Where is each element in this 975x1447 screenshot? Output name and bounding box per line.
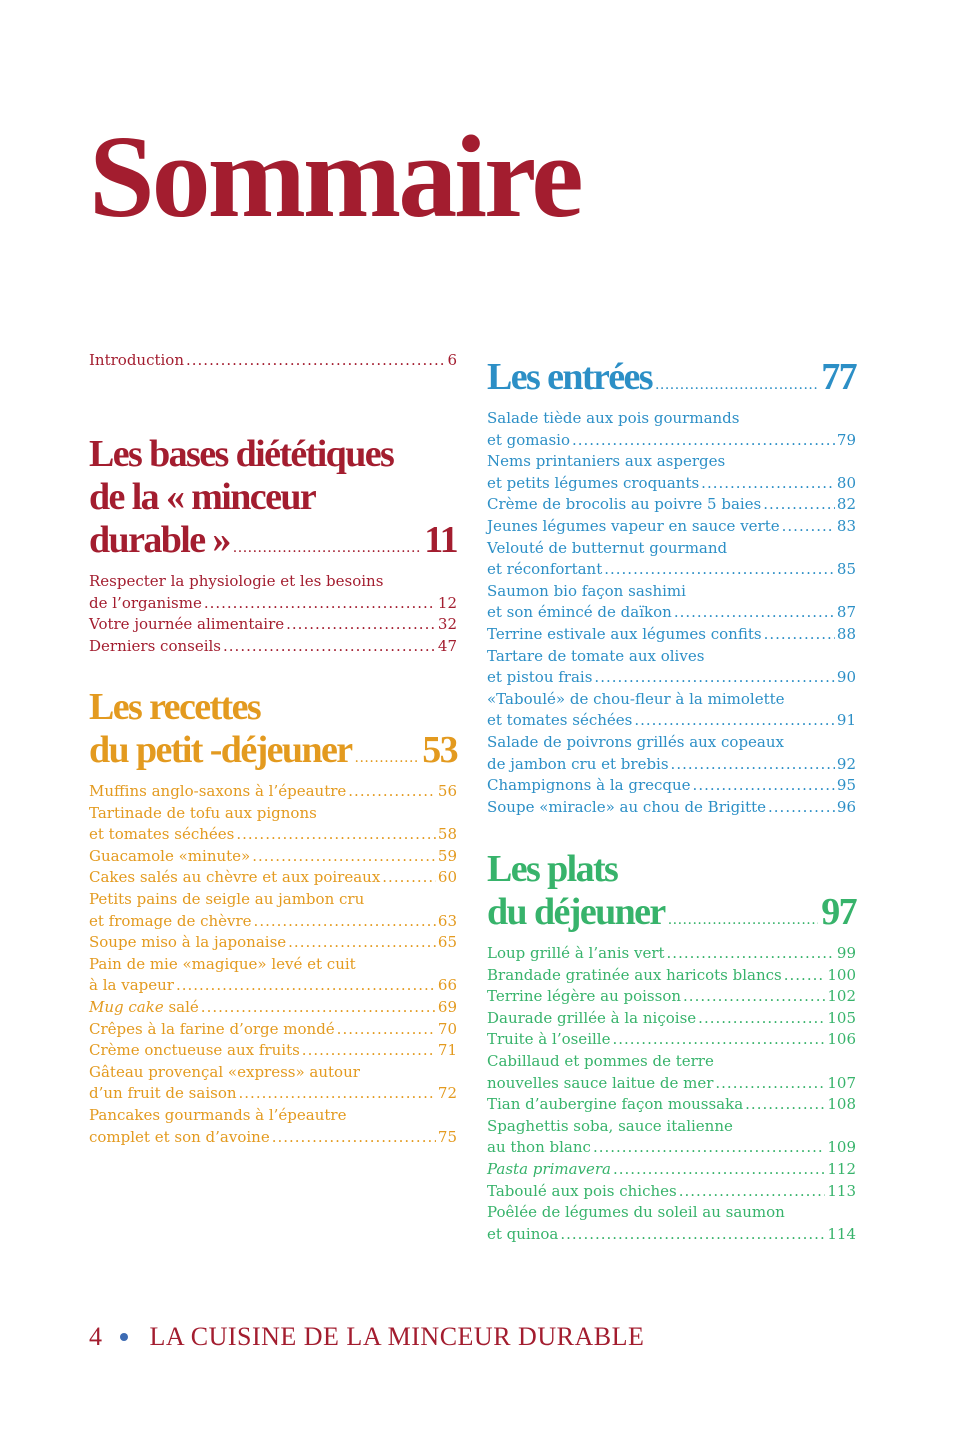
dot-leader: [176, 975, 436, 997]
page-number: 109: [827, 1138, 856, 1157]
entry-title: et gomasio: [487, 430, 570, 449]
toc-entry: [487, 1051, 856, 1094]
page-number: 63: [437, 911, 457, 930]
toc-entry-line: [89, 1083, 457, 1105]
page-footer: [89, 1322, 644, 1352]
toc-entry: [89, 803, 457, 846]
dot-leader: [382, 867, 436, 889]
page-number: 99: [836, 944, 856, 962]
page-number: 96: [836, 797, 856, 816]
toc-entry: [487, 689, 856, 732]
entry-title: et tomates séchées: [89, 825, 235, 844]
page-number: 71: [437, 1041, 457, 1060]
toc-entry-line: [487, 797, 856, 819]
footer-book-title: LA CUISINE DE LA MINCEUR DURABLE: [149, 1322, 645, 1351]
section-entrees: [487, 356, 856, 818]
entry-title: Votre journée alimentaire: [89, 615, 285, 634]
footer-page-number: 4: [89, 1322, 103, 1351]
toc-entry-line: [487, 516, 856, 538]
toc-entry-line: [487, 667, 856, 689]
page-number: 90: [836, 668, 856, 687]
page-number: 107: [827, 1073, 856, 1092]
toc-entry: [89, 997, 457, 1019]
toc-entry: [89, 1062, 457, 1105]
toc-entry: [89, 1105, 457, 1148]
section-petit-dejeuner: [89, 686, 457, 1148]
toc-entry-list: [487, 943, 856, 1245]
entry-title: Pain de mie «magique» levé et cuit: [89, 954, 356, 973]
toc-entry: [487, 965, 856, 987]
toc-entry: [487, 1159, 856, 1181]
entry-title: Jeunes légumes vapeur en sauce verte: [487, 516, 780, 535]
toc-entry-list: [89, 571, 457, 657]
dot-leader: [239, 1083, 436, 1105]
page-number: 108: [827, 1095, 856, 1114]
toc-entry: [487, 1181, 856, 1203]
toc-introduction: [89, 350, 457, 372]
toc-entry: [487, 1094, 856, 1116]
dot-leader: [763, 494, 835, 516]
toc-entry-line: [89, 889, 457, 911]
toc-entry: [89, 781, 457, 803]
dot-leader: [560, 1224, 825, 1246]
entry-title: et pistou frais: [487, 668, 593, 687]
entry-title: et tomates séchées: [487, 711, 633, 730]
entry-title: Tartinade de tofu aux pignons: [89, 803, 317, 822]
entry-title: et son émincé de daïkon: [487, 603, 672, 622]
section-heading-line: [89, 729, 457, 780]
dot-leader: [784, 965, 826, 987]
page-number: 92: [836, 754, 856, 773]
entry-title: d’un fruit de saison: [89, 1084, 237, 1103]
section-heading-line: [487, 356, 856, 407]
toc-entry-line: [487, 1137, 856, 1159]
toc-entry-line: [487, 581, 856, 603]
toc-entry: [487, 516, 856, 538]
entry-title: Respecter la physiologie et les besoins: [89, 572, 384, 590]
entry-title: Crêpes à la farine d’orge mondé: [89, 1019, 335, 1038]
entry-title: Salade tiède aux pois gourmands: [487, 409, 740, 427]
dot-leader: [612, 1029, 825, 1051]
toc-entry-line: [89, 975, 457, 997]
toc-entry-line: [487, 754, 856, 776]
toc-entry-line: [89, 846, 457, 868]
toc-entry-line: [89, 954, 457, 976]
dot-leader: [674, 602, 835, 624]
entry-title: «Taboulé» de chou-fleur à la mimolette: [487, 689, 785, 708]
entry-title: Saumon bio façon sashimi: [487, 581, 686, 600]
page-number: 100: [827, 965, 856, 984]
toc-entry-line: [487, 732, 856, 754]
toc-entry: [89, 614, 457, 636]
toc-entry-line: [89, 824, 457, 846]
toc-entry-line: [487, 1116, 856, 1138]
entry-title: Daurade grillée à la niçoise: [487, 1008, 697, 1027]
toc-entry-line: [89, 867, 457, 889]
toc-entry: [487, 1008, 856, 1030]
section-heading: [89, 686, 457, 780]
toc-entry-line: [487, 408, 856, 430]
page-number: 6: [447, 351, 457, 369]
toc-entry-line: [89, 1062, 457, 1084]
toc-entry-line: [487, 494, 856, 516]
page-number: 88: [836, 624, 856, 643]
entry-title: de jambon cru et brebis: [487, 754, 669, 773]
toc-entry-line: [487, 473, 856, 495]
entry-title: Terrine estivale aux légumes confits: [487, 624, 762, 643]
toc-entry-line: [487, 602, 856, 624]
dot-leader: [236, 824, 436, 846]
toc-entry: [487, 986, 856, 1008]
toc-entry: [89, 954, 457, 997]
page-number: 56: [437, 782, 457, 800]
entry-title: Cabillaud et pommes de terre: [487, 1051, 714, 1070]
dot-leader: [613, 1159, 825, 1181]
section-heading-text: Les entrées: [487, 356, 652, 398]
toc-entry-line: [89, 1127, 457, 1149]
section-heading-text: du petit -déjeuner: [89, 729, 352, 771]
toc-entry-line: [487, 538, 856, 560]
dot-leader: [186, 350, 445, 372]
toc-entry-line: [487, 986, 856, 1008]
toc-entry-line: [89, 1040, 457, 1062]
entry-title: au thon blanc: [487, 1138, 591, 1157]
page-number: 113: [827, 1181, 856, 1200]
dot-leader: [204, 593, 436, 615]
page-number: 47: [437, 636, 457, 655]
entry-title: et fromage de chèvre: [89, 911, 252, 930]
toc-entry: [487, 797, 856, 819]
toc-entry-line: [487, 965, 856, 987]
section-heading-line: [89, 686, 457, 729]
page-number: 91: [836, 711, 856, 730]
entry-title: Truite à l’oseille: [487, 1030, 611, 1049]
page-number: 82: [836, 495, 856, 514]
toc-entry-line: [487, 1181, 856, 1203]
entry-title: Gâteau provençal «express» autour: [89, 1062, 360, 1081]
toc-entry: [89, 1019, 457, 1041]
section-heading-line: [487, 891, 856, 942]
toc-entry-line: [89, 571, 457, 593]
toc-entry-line: [89, 997, 457, 1019]
dot-leader: [252, 846, 436, 868]
page-number: 75: [437, 1127, 457, 1146]
page-number: 80: [836, 473, 856, 492]
dot-leader: [764, 624, 835, 646]
toc-entry-line: [487, 559, 856, 581]
dot-leader: [768, 797, 835, 819]
toc-entry: [89, 571, 457, 614]
toc-entry: [487, 408, 856, 451]
toc-entry: [487, 494, 856, 516]
entry-title-italic: Mug cake: [89, 997, 164, 1016]
toc-entry-line: [487, 943, 856, 965]
toc-entry-line: [487, 689, 856, 711]
toc-entry: [487, 646, 856, 689]
section-heading-text: de la « minceur: [89, 476, 316, 518]
toc-entry-line: [487, 1094, 856, 1116]
toc-entry: [89, 889, 457, 932]
section-heading-line: [89, 476, 457, 519]
entry-title: et quinoa: [487, 1224, 559, 1243]
toc-entry: [487, 775, 856, 797]
page-number: 69: [437, 997, 457, 1016]
dot-leader: [593, 1137, 825, 1159]
section-heading-line: [89, 433, 457, 476]
page-number: 65: [437, 933, 457, 952]
toc-entry-line: [487, 710, 856, 732]
entry-title: Guacamole «minute»: [89, 846, 251, 865]
entry-title: Velouté de butternut gourmand: [487, 538, 728, 557]
entry-title: Muffins anglo-saxons à l’épeautre: [89, 782, 347, 800]
toc-entry-list: [89, 781, 457, 1148]
page-number: 114: [827, 1224, 856, 1243]
entry-title-italic: Pasta primavera: [487, 1159, 611, 1178]
dot-leader: [302, 1040, 436, 1062]
entry-title: Cakes salés au chèvre et aux poireaux: [89, 868, 381, 887]
entry-title: Brandade gratinée aux haricots blancs: [487, 965, 782, 984]
toc-entry: [89, 1040, 457, 1062]
toc-entry: [487, 451, 856, 494]
page-number: 70: [437, 1019, 457, 1038]
entry-title: Crème de brocolis au poivre 5 baies: [487, 495, 762, 514]
entry-title: Loup grillé à l’anis vert: [487, 944, 665, 962]
dot-leader: [693, 775, 835, 797]
toc-entry: [487, 1116, 856, 1159]
dot-leader: [288, 932, 436, 954]
page-number: 106: [827, 1030, 856, 1049]
page-number: 95: [836, 776, 856, 795]
dot-leader: [337, 1019, 436, 1041]
entry-title: Soupe «miracle» au chou de Brigitte: [487, 797, 767, 816]
page-number: 59: [437, 846, 457, 865]
page-number: 102: [827, 987, 856, 1006]
page-number: 79: [836, 430, 856, 449]
toc-entry-line: [89, 932, 457, 954]
entry-title: à la vapeur: [89, 976, 174, 995]
page-number: 60: [437, 868, 457, 887]
page-title: Sommaire: [89, 111, 581, 242]
dot-leader: [634, 710, 835, 732]
section-heading-text: durable »: [89, 519, 230, 561]
dot-leader: [572, 430, 835, 452]
toc-entry: [487, 1202, 856, 1245]
section-heading-line: [487, 848, 856, 891]
dot-leader: [701, 473, 835, 495]
toc-entry-line: [487, 1224, 856, 1246]
dot-leader: [683, 986, 825, 1008]
section-heading-line: [89, 519, 457, 570]
toc-entry-list: [487, 408, 856, 818]
entry-title: Petits pains de seigle au jambon cru: [89, 889, 365, 908]
section-heading: [487, 356, 856, 407]
page-number: 112: [827, 1159, 856, 1178]
section-heading-text: Les recettes: [89, 686, 261, 728]
entry-title: Crème onctueuse aux fruits: [89, 1041, 300, 1060]
toc-entry-line: [487, 624, 856, 646]
toc-entry-line: [89, 593, 457, 615]
toc-entry-line: [89, 636, 457, 658]
dot-leader: [655, 364, 818, 407]
toc-entry: [487, 1029, 856, 1051]
toc-entry-line: [487, 1202, 856, 1224]
page-number: 105: [827, 1008, 856, 1027]
toc-entry-line: [487, 646, 856, 668]
dot-leader: [286, 614, 436, 636]
dot-leader: [604, 559, 835, 581]
dot-leader: [671, 754, 835, 776]
section-heading: [487, 848, 856, 942]
entry-title: Nems printaniers aux asperges: [487, 452, 726, 471]
dot-leader: [667, 943, 835, 965]
page-number: 85: [836, 560, 856, 579]
dot-leader: [254, 911, 436, 933]
entry-title-rest: salé: [163, 997, 199, 1016]
dot-leader: [782, 516, 835, 538]
section-heading-text: Les bases diététiques: [89, 433, 394, 475]
entry-title: Tian d’aubergine façon moussaka: [487, 1095, 744, 1114]
dot-leader: [715, 1073, 825, 1095]
page-number: 72: [437, 1084, 457, 1103]
toc-entry-line: [89, 911, 457, 933]
section-heading-text: du déjeuner: [487, 891, 665, 933]
toc-entry-line: [487, 1008, 856, 1030]
dot-leader: [201, 997, 436, 1019]
section-heading: [89, 433, 457, 570]
entry-title: [487, 1159, 611, 1181]
toc-entry-line: [487, 775, 856, 797]
dot-leader: [698, 1008, 825, 1030]
dot-leader: [594, 667, 834, 689]
entry-title: Pancakes gourmands à l’épeautre: [89, 1105, 347, 1124]
dot-leader: [223, 636, 436, 658]
toc-entry-line: [487, 1073, 856, 1095]
section-page-number: 11: [424, 519, 457, 561]
entry-title: Soupe miso à la japonaise: [89, 933, 287, 952]
section-heading-text: Les plats: [487, 848, 618, 890]
entry-title: Salade de poivrons grillés aux copeaux: [487, 732, 784, 751]
page-number: 32: [437, 615, 457, 634]
page-number: 58: [437, 825, 457, 844]
entry-title: Derniers conseils: [89, 636, 222, 655]
dot-leader: [272, 1127, 436, 1149]
entry-title: nouvelles sauce laitue de mer: [487, 1073, 714, 1092]
dot-leader: [668, 899, 818, 942]
entry-title: complet et son d’avoine: [89, 1127, 270, 1146]
dot-leader: [679, 1181, 826, 1203]
page-number: 66: [437, 976, 457, 995]
toc-entry-line: [487, 1029, 856, 1051]
toc-entry-line: [89, 614, 457, 636]
toc-entry-line: [89, 1019, 457, 1041]
entry-title: Taboulé aux pois chiches: [487, 1181, 677, 1200]
entry-title: Tartare de tomate aux olives: [487, 646, 705, 665]
toc-entry-line: [487, 1159, 856, 1181]
section-page-number: 77: [821, 356, 856, 398]
toc-entry: [89, 636, 457, 658]
entry-title: Introduction: [89, 351, 184, 369]
page-number: 87: [836, 603, 856, 622]
entry-title: [89, 997, 199, 1019]
toc-entry-line: [487, 1051, 856, 1073]
toc-entry-line: [487, 451, 856, 473]
section-bases-dietetiques: [89, 433, 457, 657]
entry-title: Champignons à la grecque: [487, 776, 691, 795]
toc-entry: [487, 538, 856, 581]
section-page-number: 97: [821, 891, 856, 933]
page-number: 12: [437, 593, 457, 612]
toc-entry: [487, 624, 856, 646]
dot-leader: [348, 781, 436, 803]
bullet-icon: [120, 1333, 128, 1341]
entry-title: et petits légumes croquants: [487, 473, 700, 492]
toc-entry: [487, 943, 856, 965]
toc-entry-line: [487, 430, 856, 452]
toc-entry: [89, 932, 457, 954]
dot-leader: [233, 527, 421, 570]
entry-title: Poêlée de légumes du soleil au saumon: [487, 1203, 785, 1222]
toc-entry-line: [89, 1105, 457, 1127]
section-page-number: 53: [422, 729, 457, 771]
toc-entry-line: [89, 781, 457, 803]
toc-entry-line: [89, 803, 457, 825]
dot-leader: [745, 1094, 825, 1116]
toc-entry-line: [89, 350, 457, 372]
entry-title: et réconfortant: [487, 560, 603, 579]
page-number: 83: [836, 516, 856, 535]
dot-leader: [355, 737, 420, 780]
toc-entry: [487, 732, 856, 775]
section-plats-dejeuner: [487, 848, 856, 1245]
toc-entry: [89, 867, 457, 889]
entry-title: Spaghettis soba, sauce italienne: [487, 1116, 733, 1135]
entry-title: Terrine légère au poisson: [487, 987, 682, 1006]
entry-title: de l’organisme: [89, 593, 202, 612]
toc-entry: [89, 846, 457, 868]
toc-entry: [487, 581, 856, 624]
